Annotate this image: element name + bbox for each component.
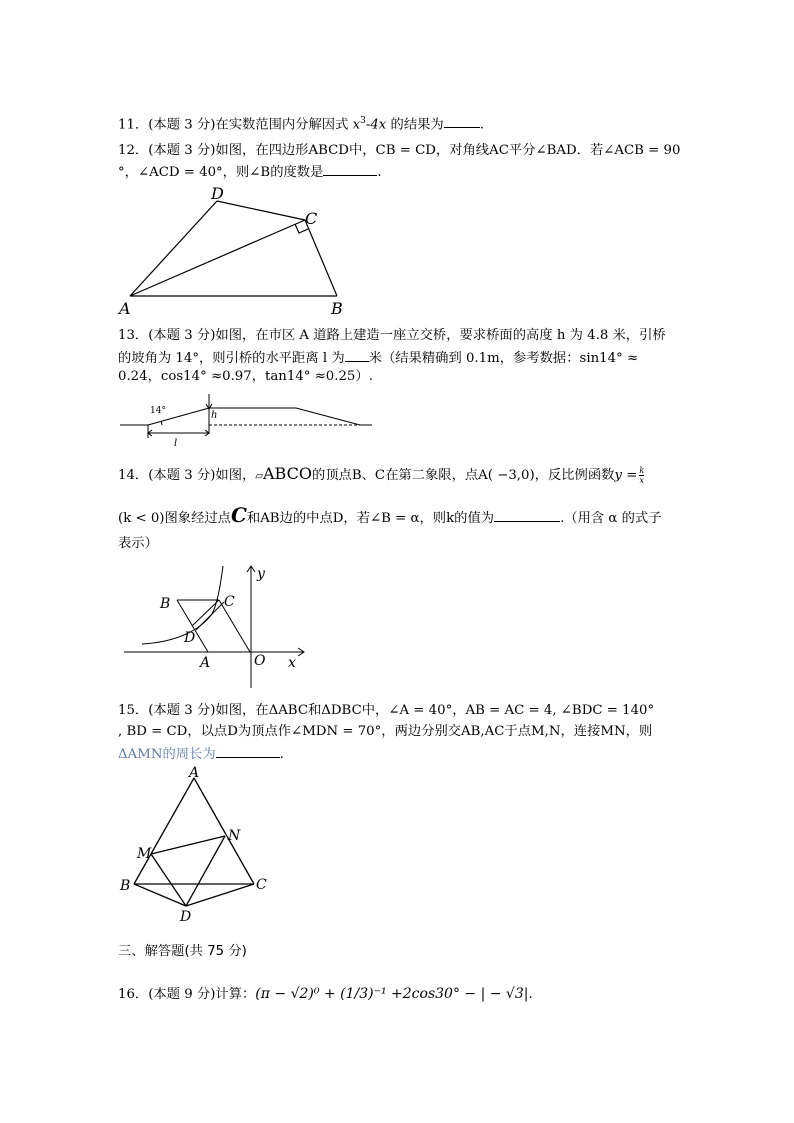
q12-label-c: C: [305, 209, 318, 228]
q14-line1b: 的顶点B、C在第二象限，点A( −3,0)，反比例函数: [311, 468, 615, 483]
question-12-line2: [118, 162, 382, 182]
q13-line2b: 米（结果精确到 0.1m，参考数据：sin14° ≈: [368, 351, 639, 366]
q12-line2: °，∠ACD = 40°，则∠B的度数是: [118, 165, 324, 180]
question-14-line3: [118, 535, 158, 553]
question-14-line1: 14．(本题 3 分)如图，▱ABCO的顶点B、C在第二象限，点A( −3,0)，反比例函数y = $\frac{k}{x}$: [118, 464, 645, 485]
q14-label-d: D: [184, 630, 196, 646]
q14-line2b: 和AB边的中点D，若∠B = α，则k的值为: [246, 511, 495, 526]
q14-label-b: B: [160, 596, 171, 612]
q16-end: .: [528, 987, 533, 1002]
q14-parallelogram-name: ABCO: [263, 464, 312, 483]
q14-label-c: C: [224, 594, 235, 610]
q11-header: (本题 3 分): [148, 117, 216, 133]
q16-header: (本题 9 分): [148, 987, 216, 1002]
question-15-line3: [118, 744, 284, 764]
q11-expr-rest: -4x: [365, 117, 387, 133]
section-3-title: [118, 943, 247, 961]
q11-number: 11: [118, 117, 135, 133]
q12-label-d: D: [211, 184, 224, 203]
q13-figure: [120, 394, 375, 450]
q13-line2a: 的坡角为 14°，则引桥的水平距离 l 为: [118, 351, 345, 366]
q11-text-b: 的结果为: [386, 117, 444, 133]
q14-line3: 表示）: [118, 536, 158, 551]
q15-end: .: [279, 747, 284, 762]
q14-fn-num: k: [639, 466, 645, 475]
q15-number: 15: [118, 703, 135, 718]
q12-label-a: A: [119, 299, 131, 318]
q13-header: (本题 3 分): [148, 328, 216, 343]
question-14-line2: [118, 503, 662, 531]
q13-label-h: h: [211, 410, 218, 421]
q15-label-c: C: [256, 877, 267, 893]
q14-label-y: y: [257, 566, 265, 582]
q14-line2a: (k < 0)图象经过点: [118, 511, 231, 526]
q13-number: 13: [118, 328, 135, 343]
q11-answer-blank: [444, 114, 480, 128]
q14-line1a: 如图，: [215, 468, 256, 483]
question-15-line2: [118, 723, 652, 741]
q16-expression: (π − √2)⁰ + (1/3)⁻¹ +2cos30° − | − √3|: [255, 986, 529, 1002]
q11-expr-x: x: [352, 117, 361, 133]
q11-end: .: [479, 117, 484, 133]
q14-fn-den: x: [639, 476, 645, 485]
q13-label-l: l: [174, 438, 178, 449]
q15-answer-blank: [216, 744, 280, 758]
q15-label-b: B: [120, 878, 131, 894]
q14-figure: [122, 564, 307, 690]
q13-answer-blank: [345, 348, 369, 362]
q13-line3: 0.24，cos14° ≈0.97，tan14° ≈0.25）.: [118, 369, 373, 384]
q14-label-x: x: [288, 655, 296, 671]
question-11: 11．(本题 3 分)在实数范围内分解因式 $x^3-4x$ 的结果为 .: [118, 116, 484, 133]
q12-number: 12: [118, 143, 135, 158]
q13-line1: 如图，在市区 A 道路上建造一座立交桥，要求桥面的高度 h 为 4.8 米，引桥: [215, 328, 666, 343]
q12-end: .: [377, 165, 382, 180]
q14-fn-y: y =: [614, 468, 638, 483]
q12-label-b: B: [331, 299, 343, 318]
q15-label-m: M: [137, 846, 152, 862]
q15-line2: , BD = CD，以点D为顶点作∠MDN = 70°，两边分别交AB,AC于点M,N，连接MN，则: [118, 724, 653, 739]
q14-header: (本题 3 分): [148, 468, 216, 483]
question-15-line1: 15．(本题 3 分)如图，在ΔABC和ΔDBC中，∠A = 40°，AB = AC = 4, ∠BDC = 140°: [118, 703, 655, 718]
q15-line3: ΔAMN的周长为: [118, 747, 216, 762]
q12-side-ad: [130, 201, 217, 296]
q12-side-cb: [305, 220, 337, 296]
question-13-line3: [118, 368, 373, 386]
question-12-line1: 12．(本题 3 分)如图，在四边形ABCD中，CB = CD，对角线AC平分∠BAD．若∠ACB = 90: [118, 143, 681, 158]
q14-label-a: A: [200, 655, 211, 671]
q12-line1: 如图，在四边形ABCD中，CB = CD，对角线AC平分∠BAD．若∠ACB = 90: [215, 143, 681, 158]
q16-number: 16: [118, 987, 135, 1002]
q14-parallelogram-symbol: ▱: [255, 471, 263, 482]
q14-number: 14: [118, 468, 135, 483]
question-13-line1: 13．(本题 3 分)如图，在市区 A 道路上建造一座立交桥，要求桥面的高度 h 为 4.8 米，引桥: [118, 328, 666, 343]
q14-point-c: C: [230, 503, 247, 527]
q12-header: (本题 3 分): [148, 143, 216, 158]
q15-figure: [118, 766, 278, 926]
q15-header: (本题 3 分): [148, 703, 216, 718]
q14-line2c: .（用含 α 的式子: [560, 511, 662, 526]
q11-expr-exp: 3: [360, 116, 366, 126]
q11-text-a: 在实数范围内分解因式: [215, 117, 353, 133]
q14-answer-blank: [494, 508, 560, 522]
q13-angle-label: 14°: [150, 406, 166, 416]
q15-label-a: A: [189, 766, 200, 781]
q14-label-o: O: [254, 653, 266, 669]
q15-label-n: N: [228, 828, 241, 844]
q12-diagonal-ac: [130, 220, 305, 296]
section-3-title-text: 三、解答题(共 75 分): [118, 944, 247, 959]
question-13-line2: [118, 348, 638, 368]
question-16: 16．(本题 9 分)计算：(π − √2)⁰ + (1/3)⁻¹ +2cos30° − | − √3|.: [118, 986, 533, 1002]
q12-figure: [115, 182, 355, 320]
q12-side-dc: [217, 201, 305, 220]
q15-label-d: D: [180, 909, 192, 925]
q15-line1: 如图，在ΔABC和ΔDBC中，∠A = 40°，AB = AC = 4, ∠BDC = 140°: [215, 703, 655, 718]
q12-answer-blank: [323, 162, 377, 176]
q14-fraction: [639, 466, 644, 485]
q16-text: 计算：: [215, 987, 256, 1002]
